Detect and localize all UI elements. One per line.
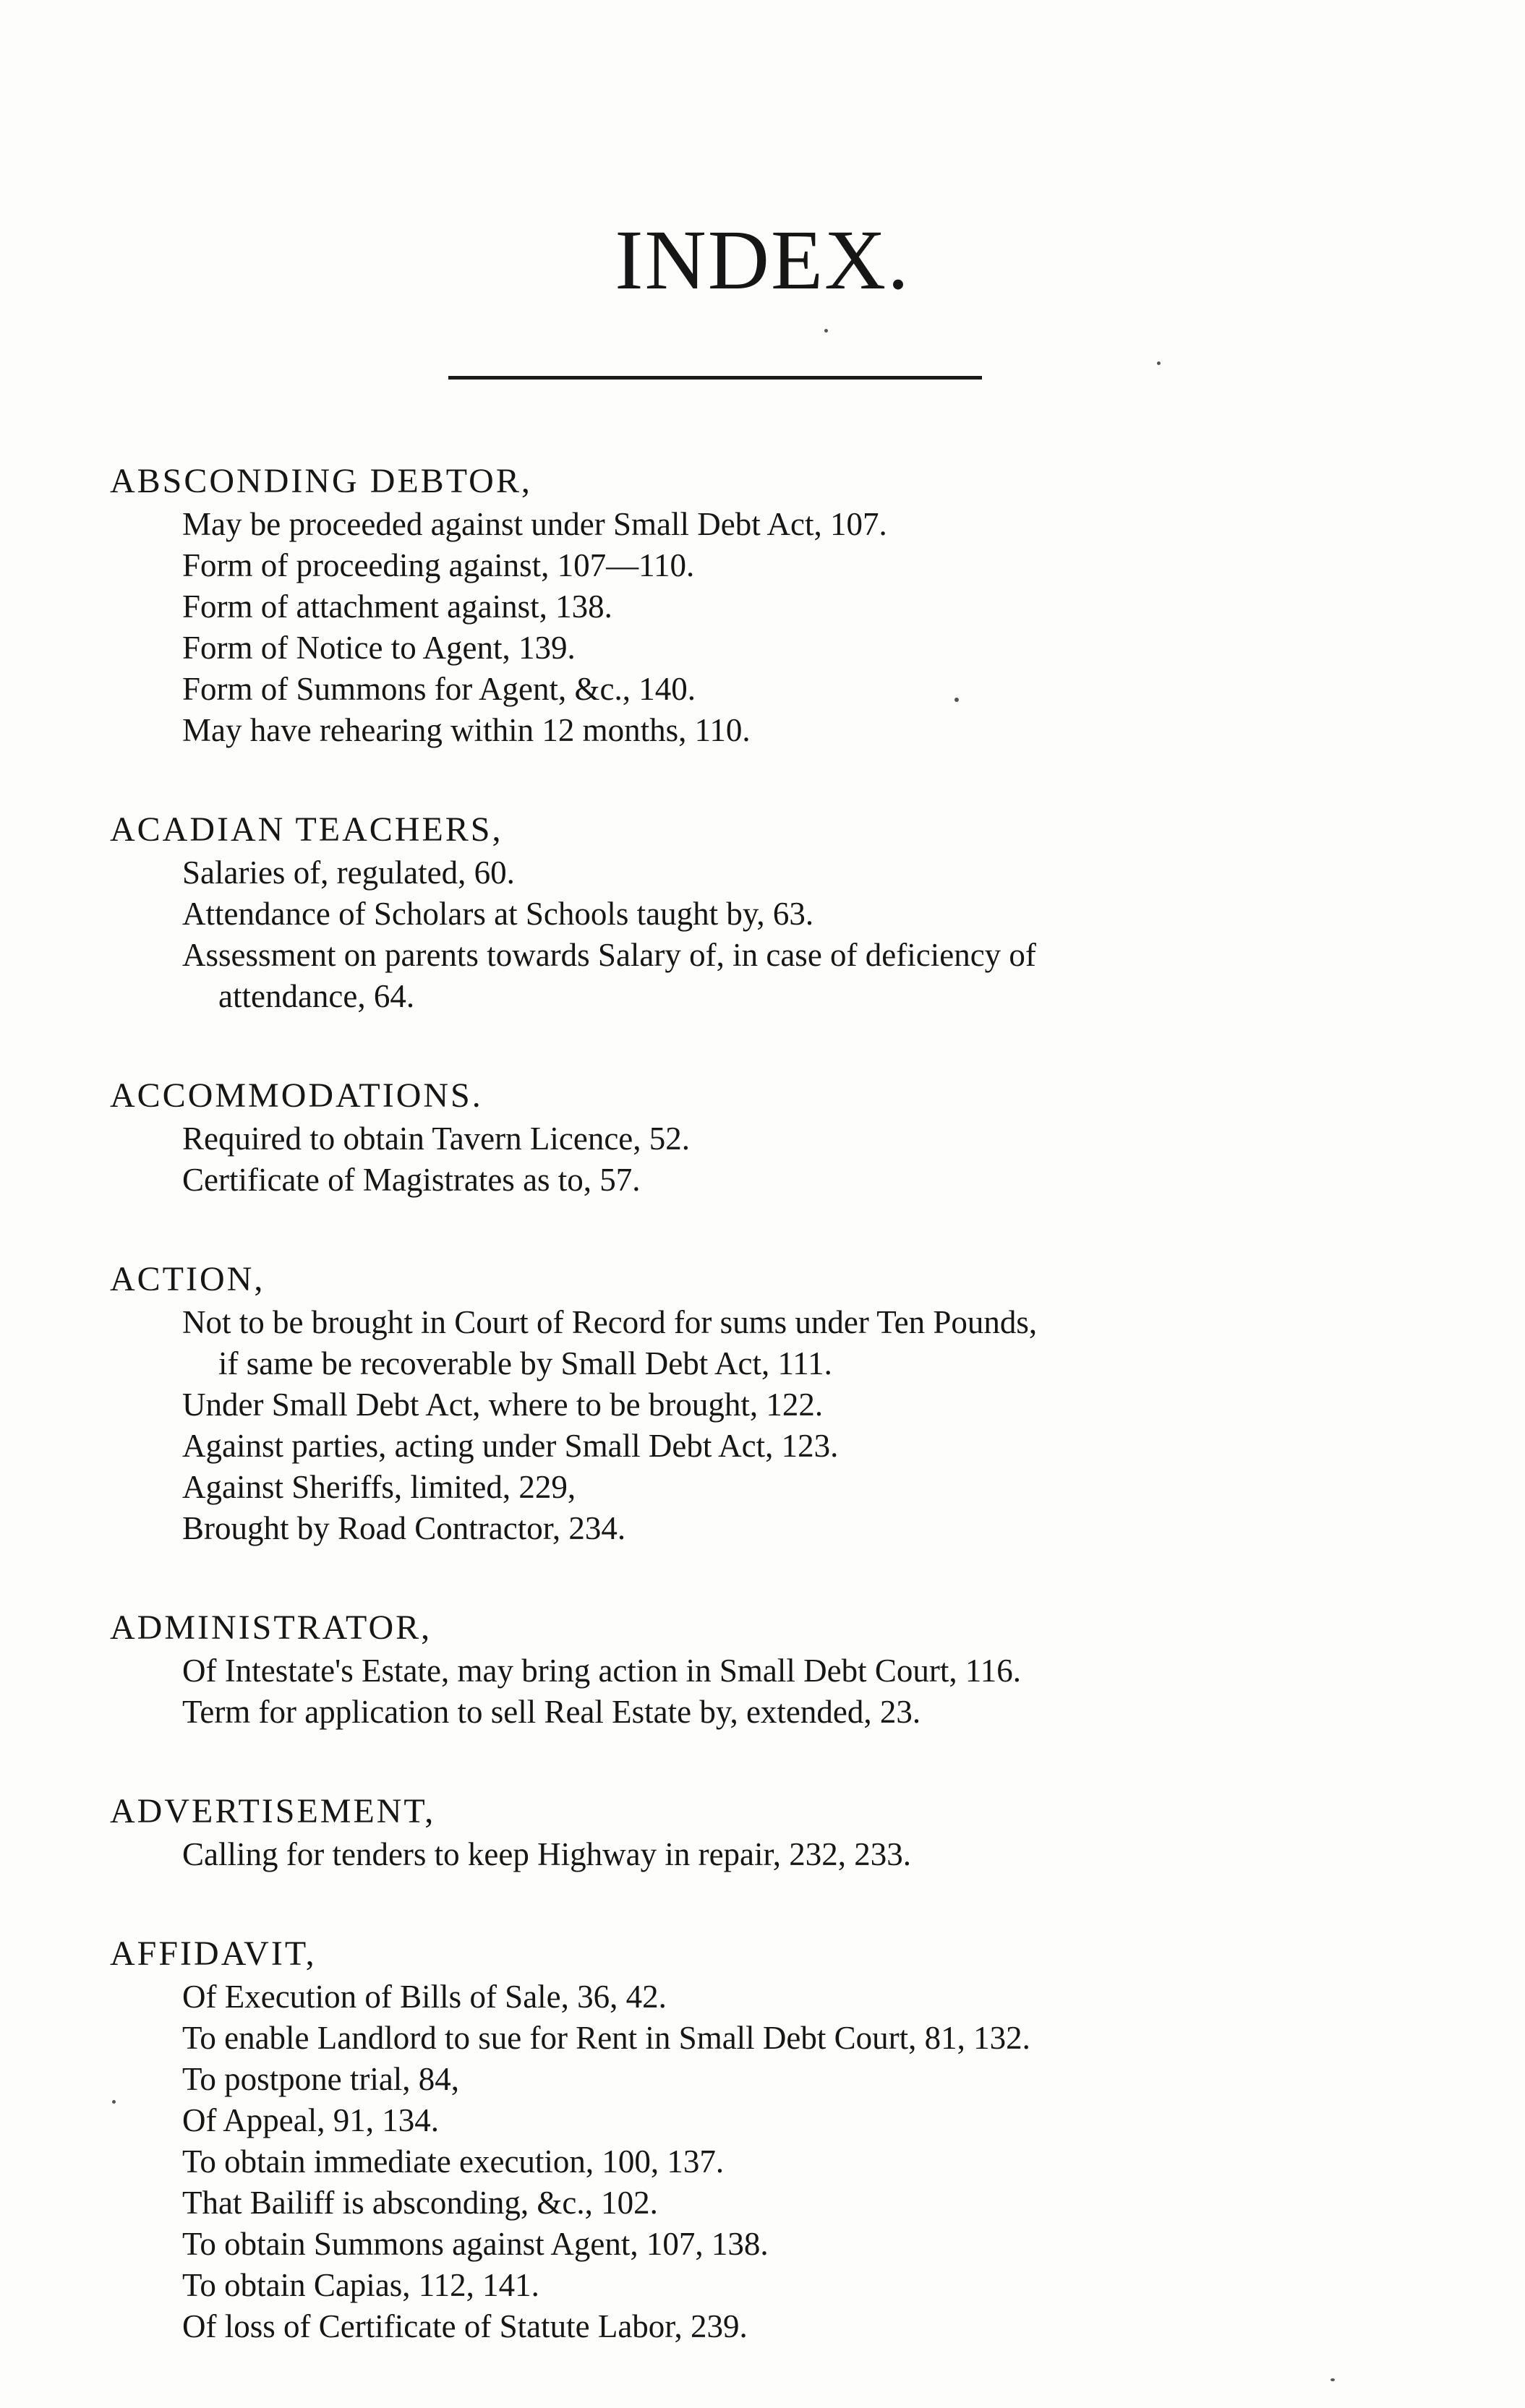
entry-item: Form of attachment against, 138.	[182, 588, 612, 625]
entry-item: May be proceeded against under Small Debt Act, 107.	[182, 506, 887, 542]
entry-heading: ADMINISTRATOR,	[110, 1608, 432, 1647]
entry-item: Assessment on parents towards Salary of, in case of deficiency of	[182, 937, 1036, 973]
entry-heading: ABSCONDING DEBTOR,	[110, 462, 532, 500]
entry-item: Certificate of Magistrates as to, 57.	[182, 1162, 641, 1198]
index-entry-absconding-debtor	[110, 459, 1339, 751]
entry-item: To postpone trial, 84,	[182, 2061, 460, 2097]
index-entry-administrator	[110, 1606, 1339, 1733]
entry-heading: ACCOMMODATIONS.	[110, 1076, 483, 1115]
entry-item: Form of proceeding against, 107—110.	[182, 547, 695, 583]
entry-item: Against Sheriffs, limited, 229,	[182, 1469, 576, 1505]
index-entry-action	[110, 1257, 1339, 1549]
entry-item-continuation: if same be recoverable by Small Debt Act, 111.	[218, 1345, 832, 1381]
index-entry-affidavit	[110, 1932, 1339, 2347]
entry-heading: ACTION,	[110, 1260, 265, 1298]
print-speck	[954, 698, 959, 702]
entry-item: Not to be brought in Court of Record for sums under Ten Pounds,	[182, 1304, 1038, 1340]
print-speck	[112, 2100, 116, 2104]
entry-item: Attendance of Scholars at Schools taught by, 63.	[182, 896, 814, 932]
index-entry-advertisement	[110, 1789, 1339, 1875]
entry-item: Of Intestate's Estate, may bring action in Small Debt Court, 116.	[182, 1653, 1021, 1689]
entry-item: Salaries of, regulated, 60.	[182, 854, 515, 891]
index-entry-acadian-teachers	[110, 807, 1339, 1017]
entry-heading: AFFIDAVIT,	[110, 1934, 317, 1973]
index-entry-accommodations	[110, 1074, 1339, 1201]
entry-item: Of Appeal, 91, 134.	[182, 2102, 439, 2138]
entry-item: Of Execution of Bills of Sale, 36, 42.	[182, 1979, 667, 2015]
entry-item: May have rehearing within 12 months, 110.	[182, 712, 751, 748]
entry-item: Against parties, acting under Small Debt Act, 123.	[182, 1428, 839, 1464]
entry-item: Under Small Debt Act, where to be brought, 122.	[182, 1387, 824, 1423]
entry-item: Brought by Road Contractor, 234.	[182, 1510, 626, 1546]
print-speck	[824, 329, 828, 333]
entry-item: To obtain Summons against Agent, 107, 138.	[182, 2226, 769, 2262]
entry-item: That Bailiff is absconding, &c., 102.	[182, 2185, 658, 2221]
print-speck	[1330, 2378, 1335, 2381]
print-speck	[1157, 361, 1161, 365]
entry-item: To obtain immediate execution, 100, 137.	[182, 2143, 725, 2180]
entry-item: Form of Notice to Agent, 139.	[182, 630, 576, 666]
entry-item: To enable Landlord to sue for Rent in Small Debt Court, 81, 132.	[182, 2020, 1030, 2056]
entry-item: Calling for tenders to keep Highway in repair, 232, 233.	[182, 1836, 911, 1872]
entry-item-continuation: attendance, 64.	[218, 978, 415, 1014]
index-list	[110, 459, 1339, 2404]
entry-heading: ACADIAN TEACHERS,	[110, 810, 503, 849]
title-rule	[448, 376, 982, 380]
page-title: INDEX.	[615, 213, 910, 307]
entry-item: Form of Summons for Agent, &c., 140.	[182, 671, 696, 707]
entry-item: Term for application to sell Real Estate by, extended, 23.	[182, 1694, 921, 1730]
entry-item: Of loss of Certificate of Statute Labor, 239.	[182, 2308, 748, 2344]
entry-item: To obtain Capias, 112, 141.	[182, 2267, 539, 2303]
entry-item: Required to obtain Tavern Licence, 52.	[182, 1121, 691, 1157]
entry-heading: ADVERTISEMENT,	[110, 1792, 436, 1830]
